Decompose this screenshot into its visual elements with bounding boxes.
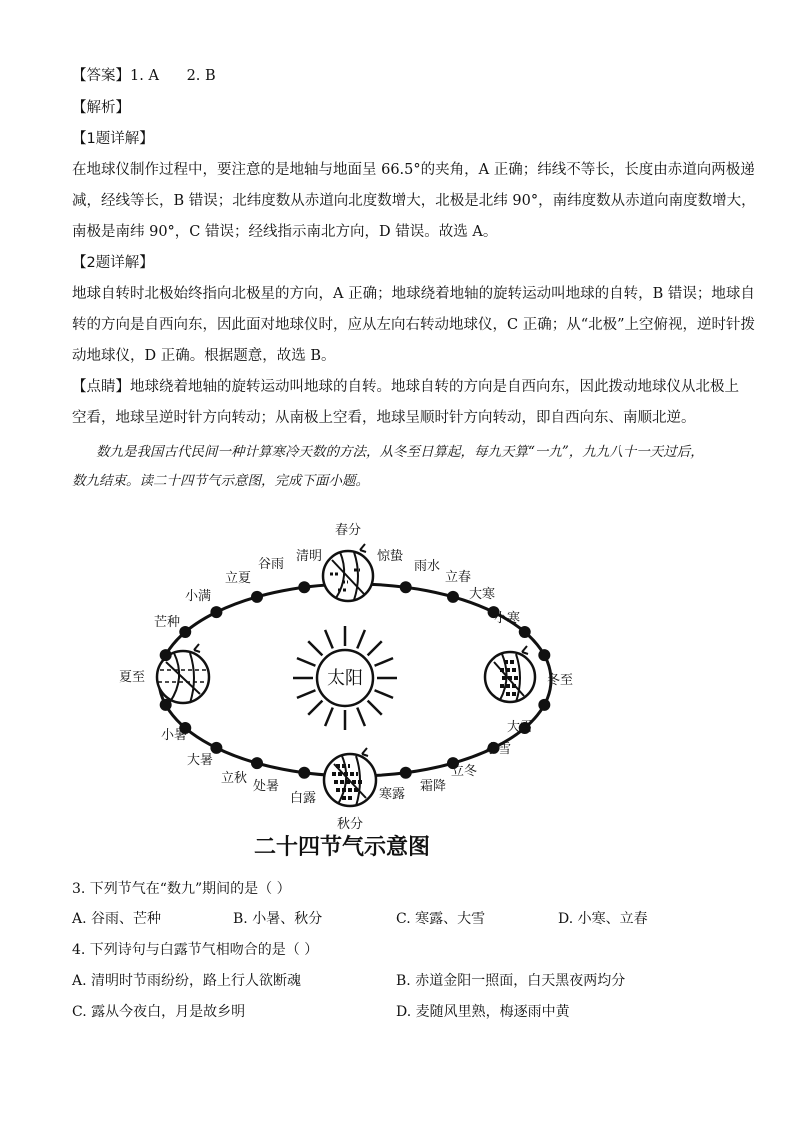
globe-icon [323, 544, 373, 601]
answer-tag: 【答案】 [72, 68, 130, 84]
key-point-text: 地球绕着地轴的旋转运动叫地球的自转。地球自转的方向是自西向东，因此拨动地球仪从北极上 [130, 379, 739, 395]
sun-ray [368, 641, 382, 655]
option-letter: C. [72, 1004, 87, 1020]
term-lichun: 立春 [444, 570, 472, 585]
term-dot [160, 649, 172, 661]
sun-ray [375, 658, 393, 666]
term-chushu: 处暑 [252, 779, 280, 794]
term-dot [400, 581, 412, 593]
term-xiaoshu: 小暑 [160, 728, 188, 743]
answer-text: 1. A 2. B [130, 68, 216, 84]
term-dot [179, 626, 191, 638]
sun-ray [297, 690, 315, 698]
term-chunfen: 春分 [334, 523, 362, 538]
q4-option-a[interactable] [72, 971, 301, 991]
option-letter: B. [233, 911, 248, 927]
diagram-title: 二十四节气示意图 [253, 835, 431, 860]
q3-stem: 3. 下列节气在“数九”期间的是（ ） [72, 881, 291, 897]
term-dot [251, 757, 263, 769]
sun-ray [308, 641, 322, 655]
option-letter: A. [72, 973, 87, 989]
option-text: 赤道金阳一照面，白天黑夜两均分 [415, 973, 626, 989]
sun-ray [357, 630, 365, 648]
q2-detail-tag: 【2题详解】 [72, 255, 154, 271]
q3-option-a[interactable] [72, 909, 161, 929]
globe-icon [324, 748, 376, 806]
q3-option-d[interactable] [558, 909, 648, 929]
q1-detail-line: 在地球仪制作过程中，要注意的是地轴与地面呈 66.5°的夹角，A 正确；纬线不等长，长度由赤道向两极递 [72, 162, 755, 178]
sun-ray [368, 701, 382, 715]
key-point-line: 空看，地球呈逆时针方向转动；从南极上空看，地球呈顺时针方向转动，即自西向东、南顺北逆。 [72, 410, 696, 426]
option-letter: B. [396, 973, 411, 989]
sun-ray [357, 708, 365, 726]
term-shuangjiang: 霜降 [419, 779, 447, 794]
q1-detail-line: 减，经线等长，B 错误；北纬度数从赤道向北度数增大，北极是北纬 90°，南纬度数从赤道向南度数增大， [72, 193, 756, 209]
term-dahan: 大寒 [468, 587, 496, 602]
q2-detail-line: 地球自转时北极始终指向北极星的方向，A 正确；地球绕着地轴的旋转运动叫地球的自转，B 错误；地球自 [72, 286, 755, 302]
sun [293, 626, 397, 730]
option-letter: C. [396, 911, 411, 927]
q4-option-d[interactable] [396, 1002, 570, 1022]
term-yushui: 雨水 [413, 559, 441, 574]
q4-option-c[interactable] [72, 1002, 245, 1022]
q1-detail-tag: 【1题详解】 [72, 131, 154, 147]
option-text: 小寒、立春 [577, 911, 648, 927]
term-jingzhe: 惊蛰 [376, 549, 404, 564]
term-xiazhi: 夏至 [118, 670, 146, 685]
term-xiaoman: 小满 [184, 589, 212, 604]
option-letter: D. [396, 1004, 412, 1020]
term-mangzhong: 芒种 [153, 615, 181, 630]
term-dot [447, 591, 459, 603]
q3-option-c[interactable] [396, 909, 485, 929]
sun-ray [375, 690, 393, 698]
term-liqiu: 立秋 [220, 771, 248, 786]
term-dot [160, 699, 172, 711]
globe-icon [485, 646, 535, 702]
answer-line [72, 66, 734, 86]
option-text: 麦随风里熟，梅逐雨中黄 [415, 1004, 570, 1020]
q2-detail-line: 动地球仪，D 正确。根据题意，故选 B。 [72, 348, 336, 364]
term-qingming: 清明 [295, 549, 323, 564]
term-guyu: 谷雨 [257, 557, 285, 572]
term-dot [251, 591, 263, 603]
term-qiufen: 秋分 [336, 817, 364, 832]
sun-ray [297, 658, 315, 666]
term-dot [298, 767, 310, 779]
term-lidong: 立冬 [450, 764, 478, 779]
term-dot [519, 626, 531, 638]
term-hanlu: 寒露 [378, 787, 406, 802]
term-dot [400, 767, 412, 779]
option-text: 清明时节雨纷纷，路上行人欲断魂 [91, 973, 302, 989]
q4-option-b[interactable] [396, 971, 625, 991]
option-letter: D. [558, 911, 574, 927]
key-point-tag: 【点睛】 [72, 379, 130, 395]
key-point-line [72, 377, 739, 397]
option-letter: A. [72, 911, 87, 927]
term-daxue: 大雪 [506, 720, 534, 735]
q4-stem: 4. 下列诗句与白露节气相吻合的是（ ） [72, 942, 319, 958]
intro-line: 数九结束。读二十四节气示意图，完成下面小题。 [72, 473, 369, 489]
term-lixia: 立夏 [224, 571, 252, 586]
analysis-tag: 【解析】 [72, 100, 130, 116]
term-xiaoxue: 小雪 [484, 742, 512, 757]
term-xiaohan: 小寒 [493, 611, 521, 626]
sun-label: 太阳 [327, 668, 363, 689]
sun-ray [308, 701, 322, 715]
option-text: 小暑、秋分 [252, 911, 323, 927]
intro-line: 数九是我国古代民间一种计算寒冷天数的方法，从冬至日算起，每九天算“一九”，九九八十一天过后， [96, 444, 704, 460]
solar-terms-diagram [110, 512, 600, 867]
option-text: 寒露、大雪 [415, 911, 486, 927]
term-bailu: 白露 [289, 791, 317, 806]
term-dot [210, 606, 222, 618]
q2-detail-line: 转的方向是自西向东，因此面对地球仪时，应从左向右转动地球仪，C 正确；从“北极”上空俯视，逆时针拨 [72, 317, 756, 333]
term-dot [538, 699, 550, 711]
option-text: 露从今夜白，月是故乡明 [91, 1004, 246, 1020]
sun-ray [325, 708, 333, 726]
sun-ray [325, 630, 333, 648]
term-dongzhi: 冬至 [546, 673, 574, 688]
q1-detail-line: 南极是南纬 90°，C 错误；经线指示南北方向，D 错误。故选 A。 [72, 224, 498, 240]
option-text: 谷雨、芒种 [91, 911, 162, 927]
term-dot [298, 581, 310, 593]
term-dot [538, 649, 550, 661]
q3-option-b[interactable] [233, 909, 322, 929]
term-dashu: 大暑 [186, 753, 214, 768]
